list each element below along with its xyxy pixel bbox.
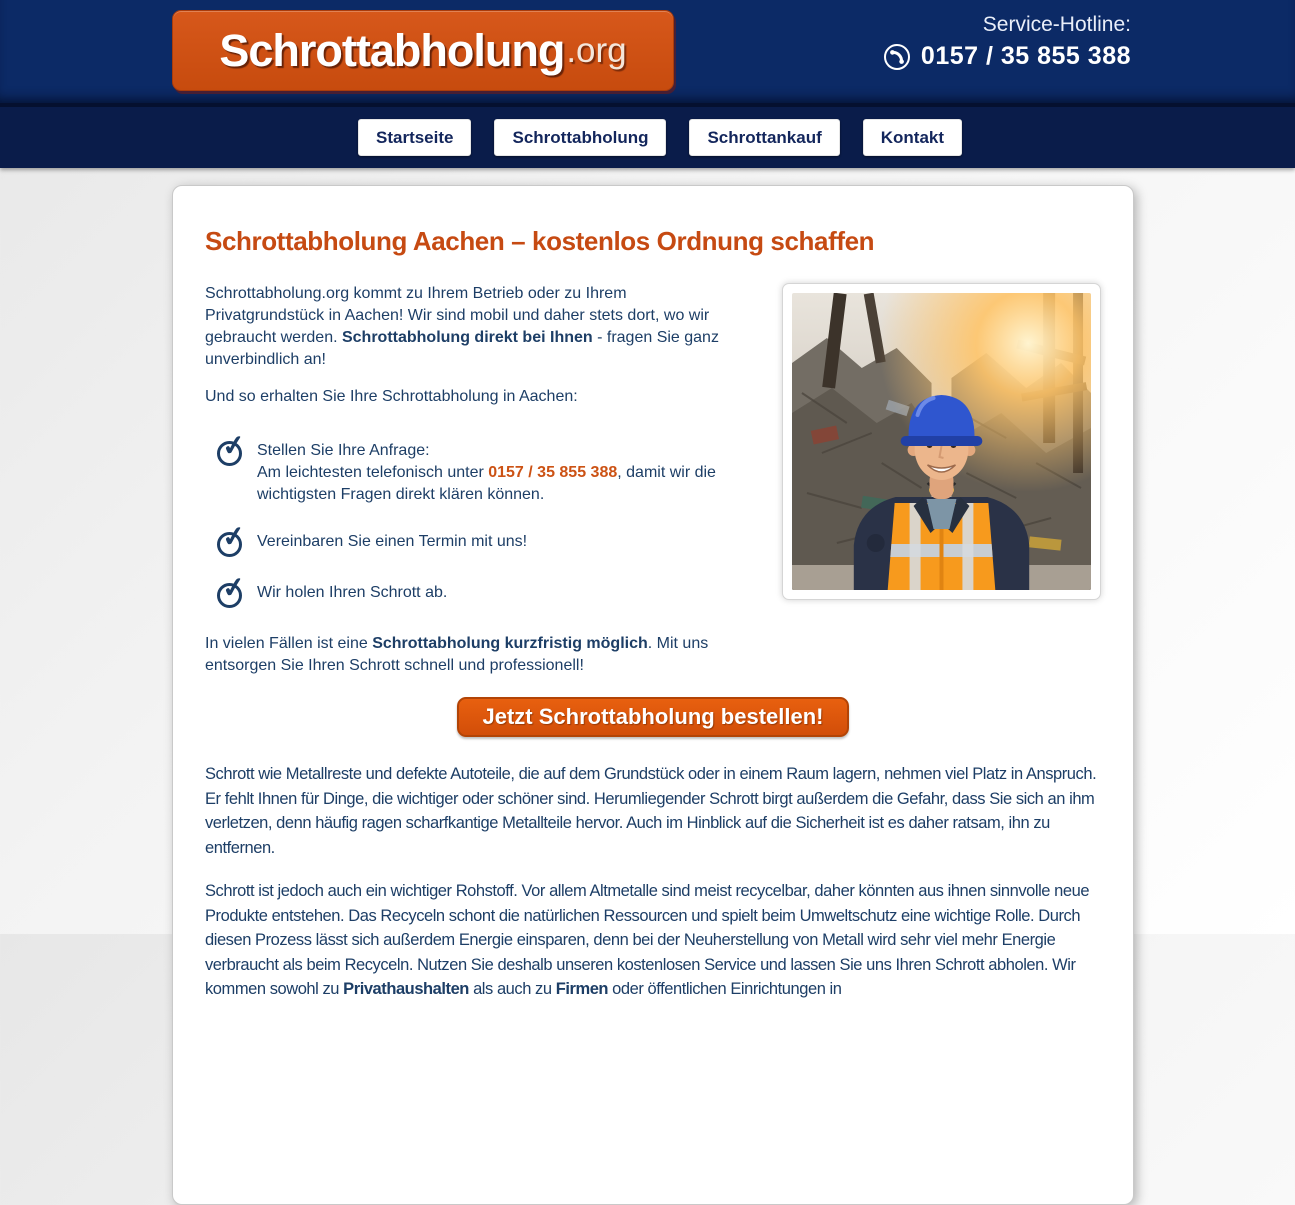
intro-bold: Schrottabholung direkt bei Ihnen [341, 329, 593, 346]
service-hotline [883, 13, 1131, 71]
bold-privathaushalten: Privathaushalten [343, 980, 469, 998]
worker-photo-frame [782, 283, 1101, 600]
checklist-item-termin [217, 519, 748, 557]
checklist-item-title: Wir holen Ihren Schrott ab. [257, 584, 448, 601]
nav-item-kontakt[interactable]: Kontakt [863, 119, 962, 156]
bold-firmen: Firmen [555, 980, 609, 998]
page-title: Schrottabholung Aachen – kostenlos Ordnung schaffen [205, 226, 875, 256]
summary-bold: Schrottabholung kurzfristig möglich [372, 635, 648, 652]
checklist [217, 428, 748, 608]
content-card [172, 185, 1134, 1205]
intro-text: Schrottabholung.org kommt zu Ihrem Betrieb oder zu Ihrem Privatgrundstück in Aachen! Wir sind mobil und daher stets dort, wo wir gebraucht werden. [205, 285, 710, 346]
checklist-item-title: Stellen Sie Ihre Anfrage: [257, 442, 430, 459]
checklist-item-title: Vereinbaren Sie einen Termin mit uns! [257, 533, 528, 550]
hotline-label: Service-Hotline: [982, 13, 1131, 36]
check-icon: ✓ [217, 441, 242, 466]
site-logo[interactable] [172, 10, 674, 91]
logo-text-main: Schrottabholung [219, 24, 565, 76]
intro-text-after: - fragen Sie ganz unverbindlich an! [205, 329, 719, 368]
hotline-number[interactable]: 0157 / 35 855 388 [920, 42, 1131, 70]
body-paragraph-2: Schrott ist jedoch auch ein wichtiger Rohstoff. Vor allem Altmetalle sind meist recycelbar, daher könnten aus ihnen sinnvolle neue Produkte entstehen. Das Recyceln schont die natürlichen Ressourcen und spielt beim Umweltschutz eine wichtige Rolle. Durch diesen Prozess lässt sich außerdem Energie einsparen, denn bei der Neuherstellung von Metall wird sehr viel mehr Energie verbraucht als beim Recyceln. Nutzen Sie deshalb unseren kostenlosen Service und lassen Sie uns Ihren Schrott abholen. Wir kommen sowohl zu Privathaushalten als auch zu Firmen oder öffentlichen Einrichtungen in [205, 882, 1090, 998]
worker-photo [792, 293, 1091, 590]
nav-item-startseite[interactable]: Startseite [358, 119, 471, 156]
phone-icon [883, 43, 911, 71]
summary-paragraph: In vielen Fällen ist eine Schrottabholung kurzfristig möglich. Mit uns entsorgen Sie Ihren Schrott schnell und professionell! [205, 635, 709, 674]
check-icon: ✓ [217, 583, 242, 608]
intro-column [205, 283, 748, 677]
steps-intro: Und so erhalten Sie Ihre Schrottabholung in Aachen: [205, 388, 578, 405]
phone-number-link[interactable]: 0157 / 35 855 388 [488, 464, 618, 481]
order-pickup-button[interactable]: Jetzt Schrottabholung bestellen! [457, 697, 848, 737]
logo-text-suffix: .org [566, 30, 627, 70]
intro-paragraph [205, 283, 748, 371]
body-paragraph-1: Schrott wie Metallreste und defekte Autoteile, die auf dem Grundstück oder in einem Raum lagern, nehmen viel Platz in Anspruch. Er fehlt Ihnen für Dinge, die wichtiger oder schöner sind. Herumliegender Schrott birgt außerdem die Gefahr, dass Sie sich an ihm verletzen, denn häufig ragen scharfkantige Metallteile hervor. Auch im Hinblick auf die Sicherheit ist es daher ratsam, ihn zu entfernen. [205, 765, 1097, 857]
checklist-item-abholung [217, 570, 748, 608]
checklist-item-anfrage [217, 428, 748, 506]
site-header [0, 0, 1295, 103]
checklist-item-detail: Am leichtesten telefonisch unter 0157 / 35 855 388, damit wir die wichtigsten Fragen direkt klären können. [257, 464, 716, 503]
nav-item-schrottabholung[interactable]: Schrottabholung [494, 119, 666, 156]
nav-item-schrottankauf[interactable]: Schrottankauf [689, 119, 839, 156]
check-icon: ✓ [217, 532, 242, 557]
main-navigation [0, 103, 1295, 168]
